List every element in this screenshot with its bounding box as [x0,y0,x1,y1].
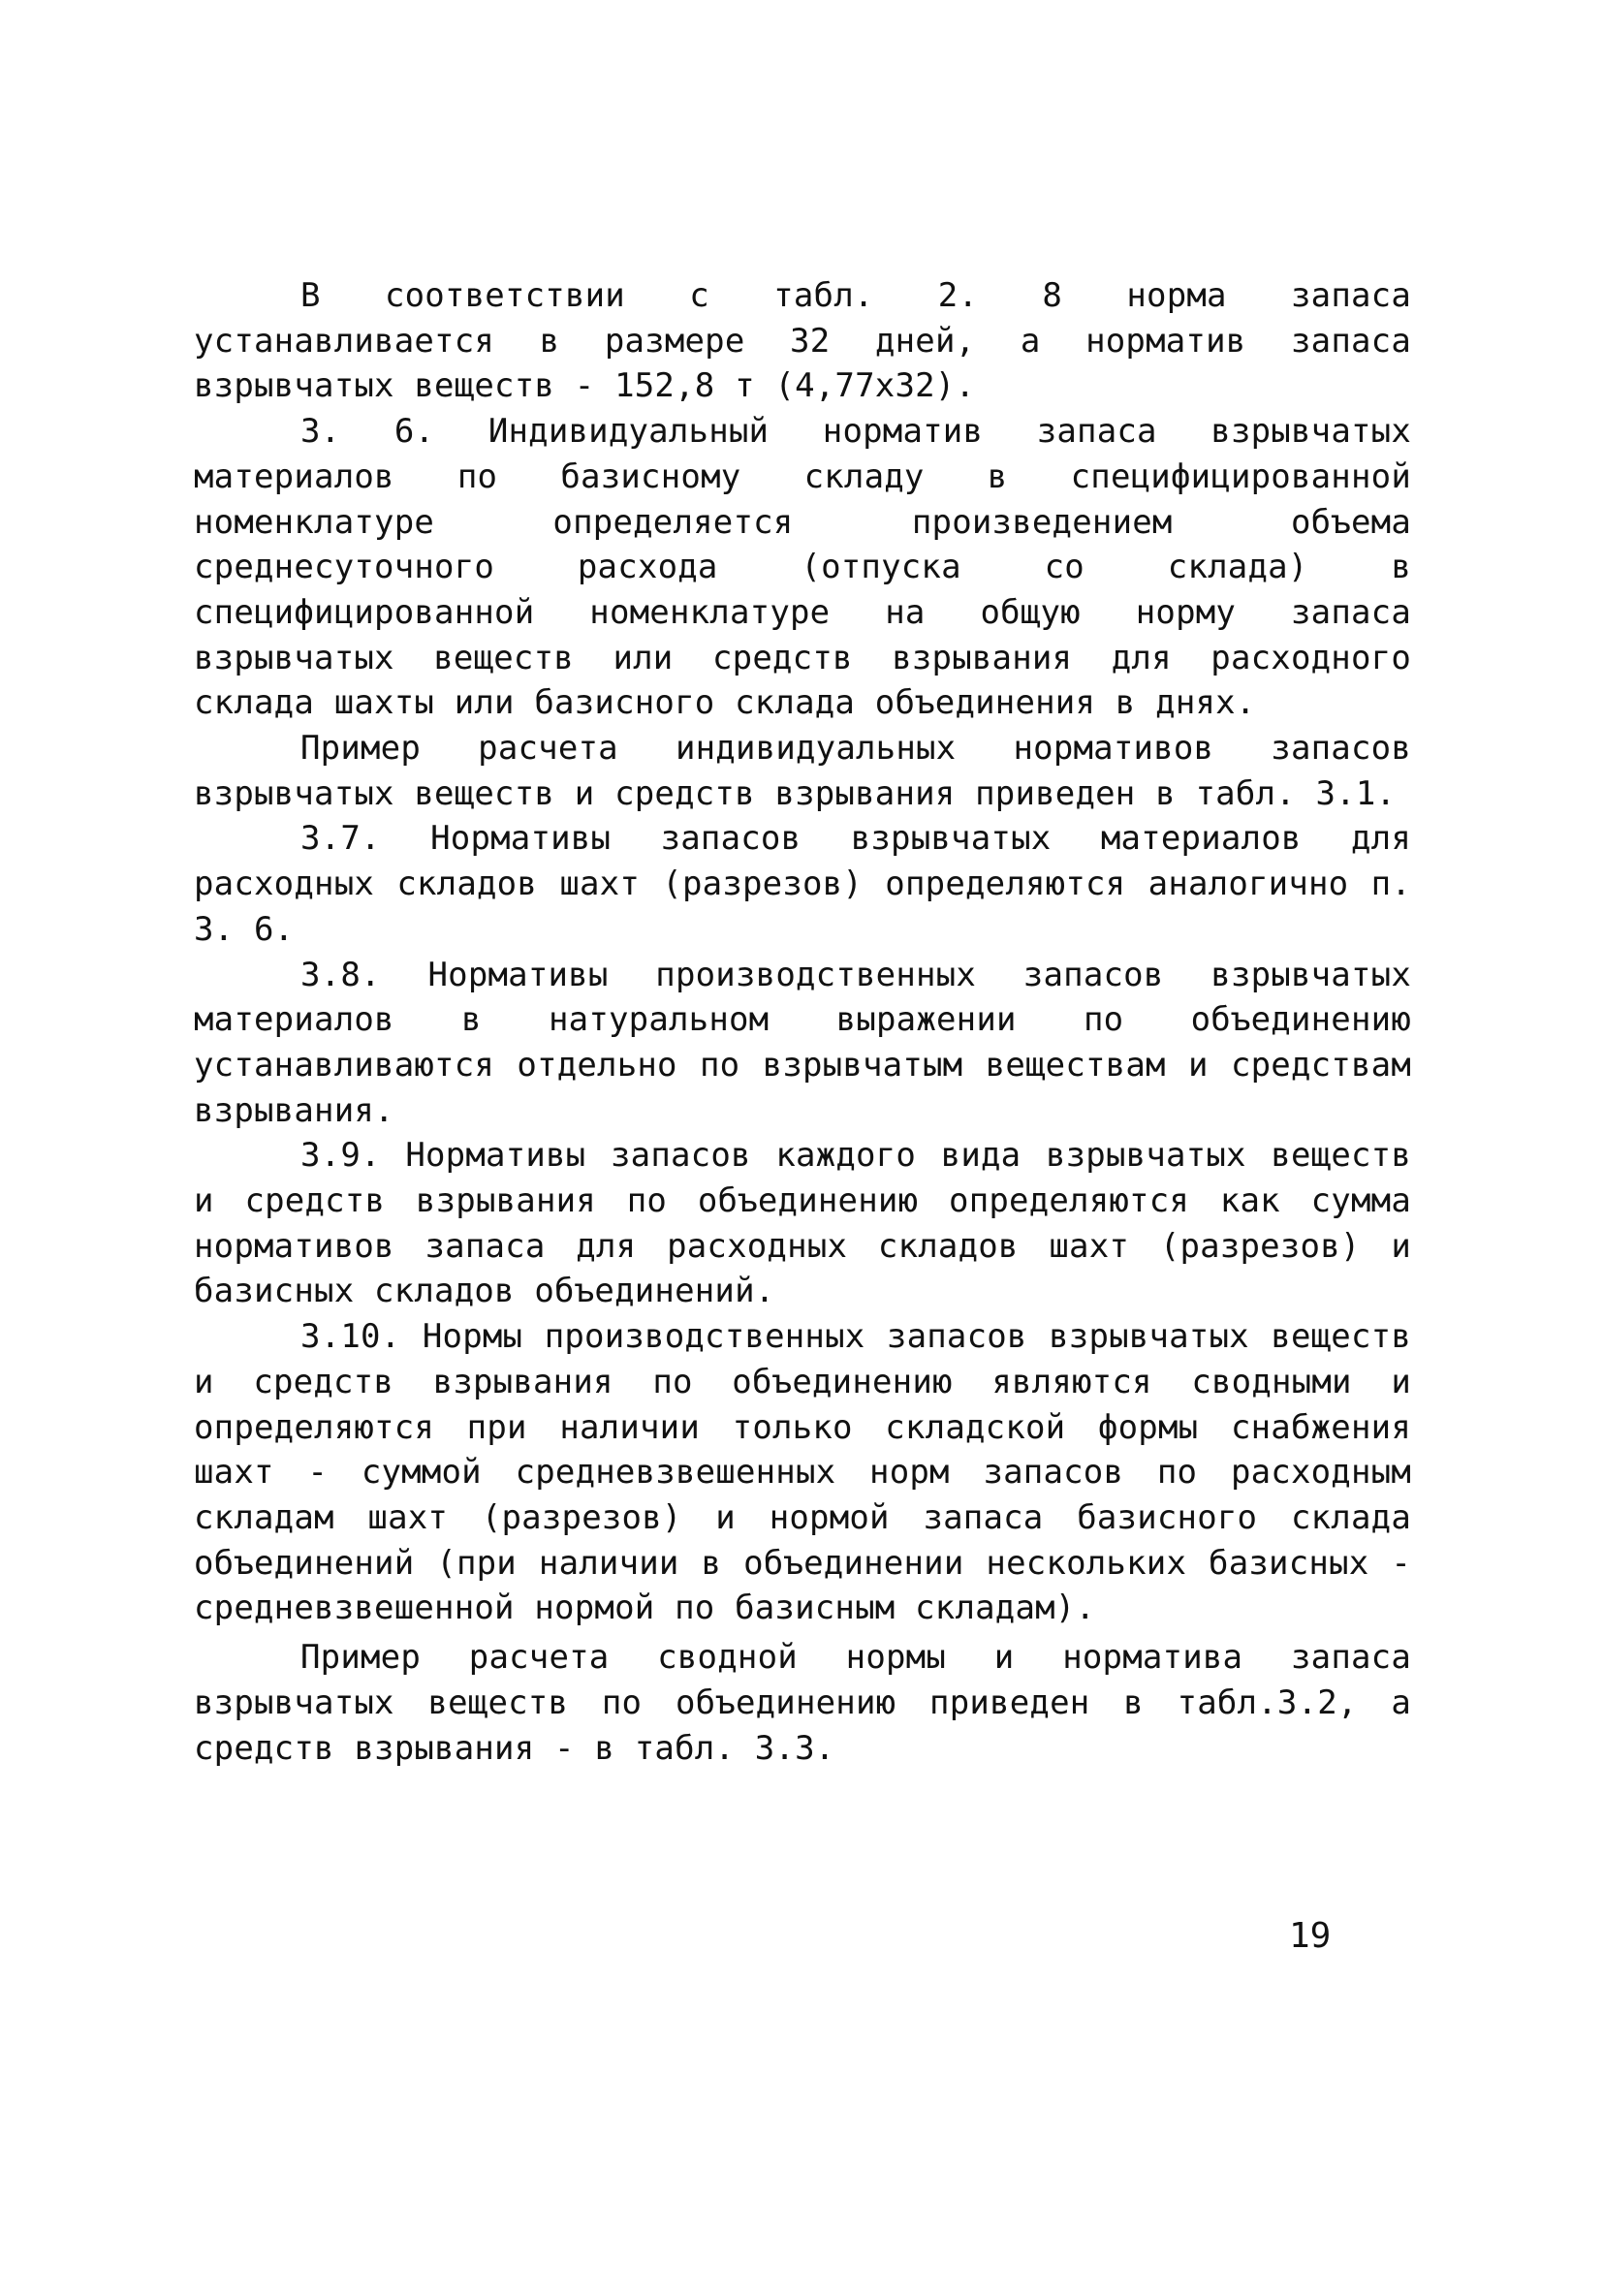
paragraph-example-3-2-3-3: Пример расчета сводной нормы и норматива запаса взрывчатых веществ по объединению приведен в табл.3.2, а средств взрывания - в табл. 3.3. [194,1638,1431,1768]
paragraph-3-9: 3.9. Нормативы запасов каждого вида взрывчатых веществ и средств взрывания по объединению определяются как сумма нормативов запаса для расходных складов шахт (разрезов) и базисных складов объединений. [194,1136,1431,1311]
body-text [194,273,1431,1771]
paragraph-3-8: 3.8. Нормативы производственных запасов взрывчатых материалов в натуральном выражении по объединению устанавливаются отдельно по взрывчатым веществам и средствам взрывания. [194,955,1431,1130]
paragraph-intro: В соответствии с табл. 2. 8 норма запаса устанавливается в размере 32 дней, а норматив запаса взрывчатых веществ - 152,8 т (4,77х32). [194,276,1431,406]
paragraph-3-10: 3.10. Нормы производственных запасов взрывчатых веществ и средств взрывания по объединению являются сводными и определяются при наличии только складской формы снабжения шахт - суммой средневзвешенных норм запасов по расходным складам шахт (разрезов) и нормой запаса базисного склада объединений (при наличии в объединении нескольких базисных - средневзвешенной нормой по базисным складам). [194,1317,1431,1628]
page-number: 19 [1289,1916,1332,1956]
paragraph-example-3-1: Пример расчета индивидуальных нормативов запасов взрывчатых веществ и средств взрывания приведен в табл. 3.1. [194,729,1431,813]
paragraph-3-7: 3.7. Нормативы запасов взрывчатых материалов для расходных складов шахт (разрезов) определяются аналогично п. 3. 6. [194,819,1431,949]
paragraph-3-6: 3. 6. Индивидуальный норматив запаса взрывчатых материалов по базисному складу в специфицированной номенклатуре определяется произведением объема среднесуточного расхода (отпуска со склада) в специфицированной номенклатуре на общую норму запаса взрывчатых веществ или средств взрывания для расходного склада шахты или базисного склада объединения в днях. [194,412,1431,723]
